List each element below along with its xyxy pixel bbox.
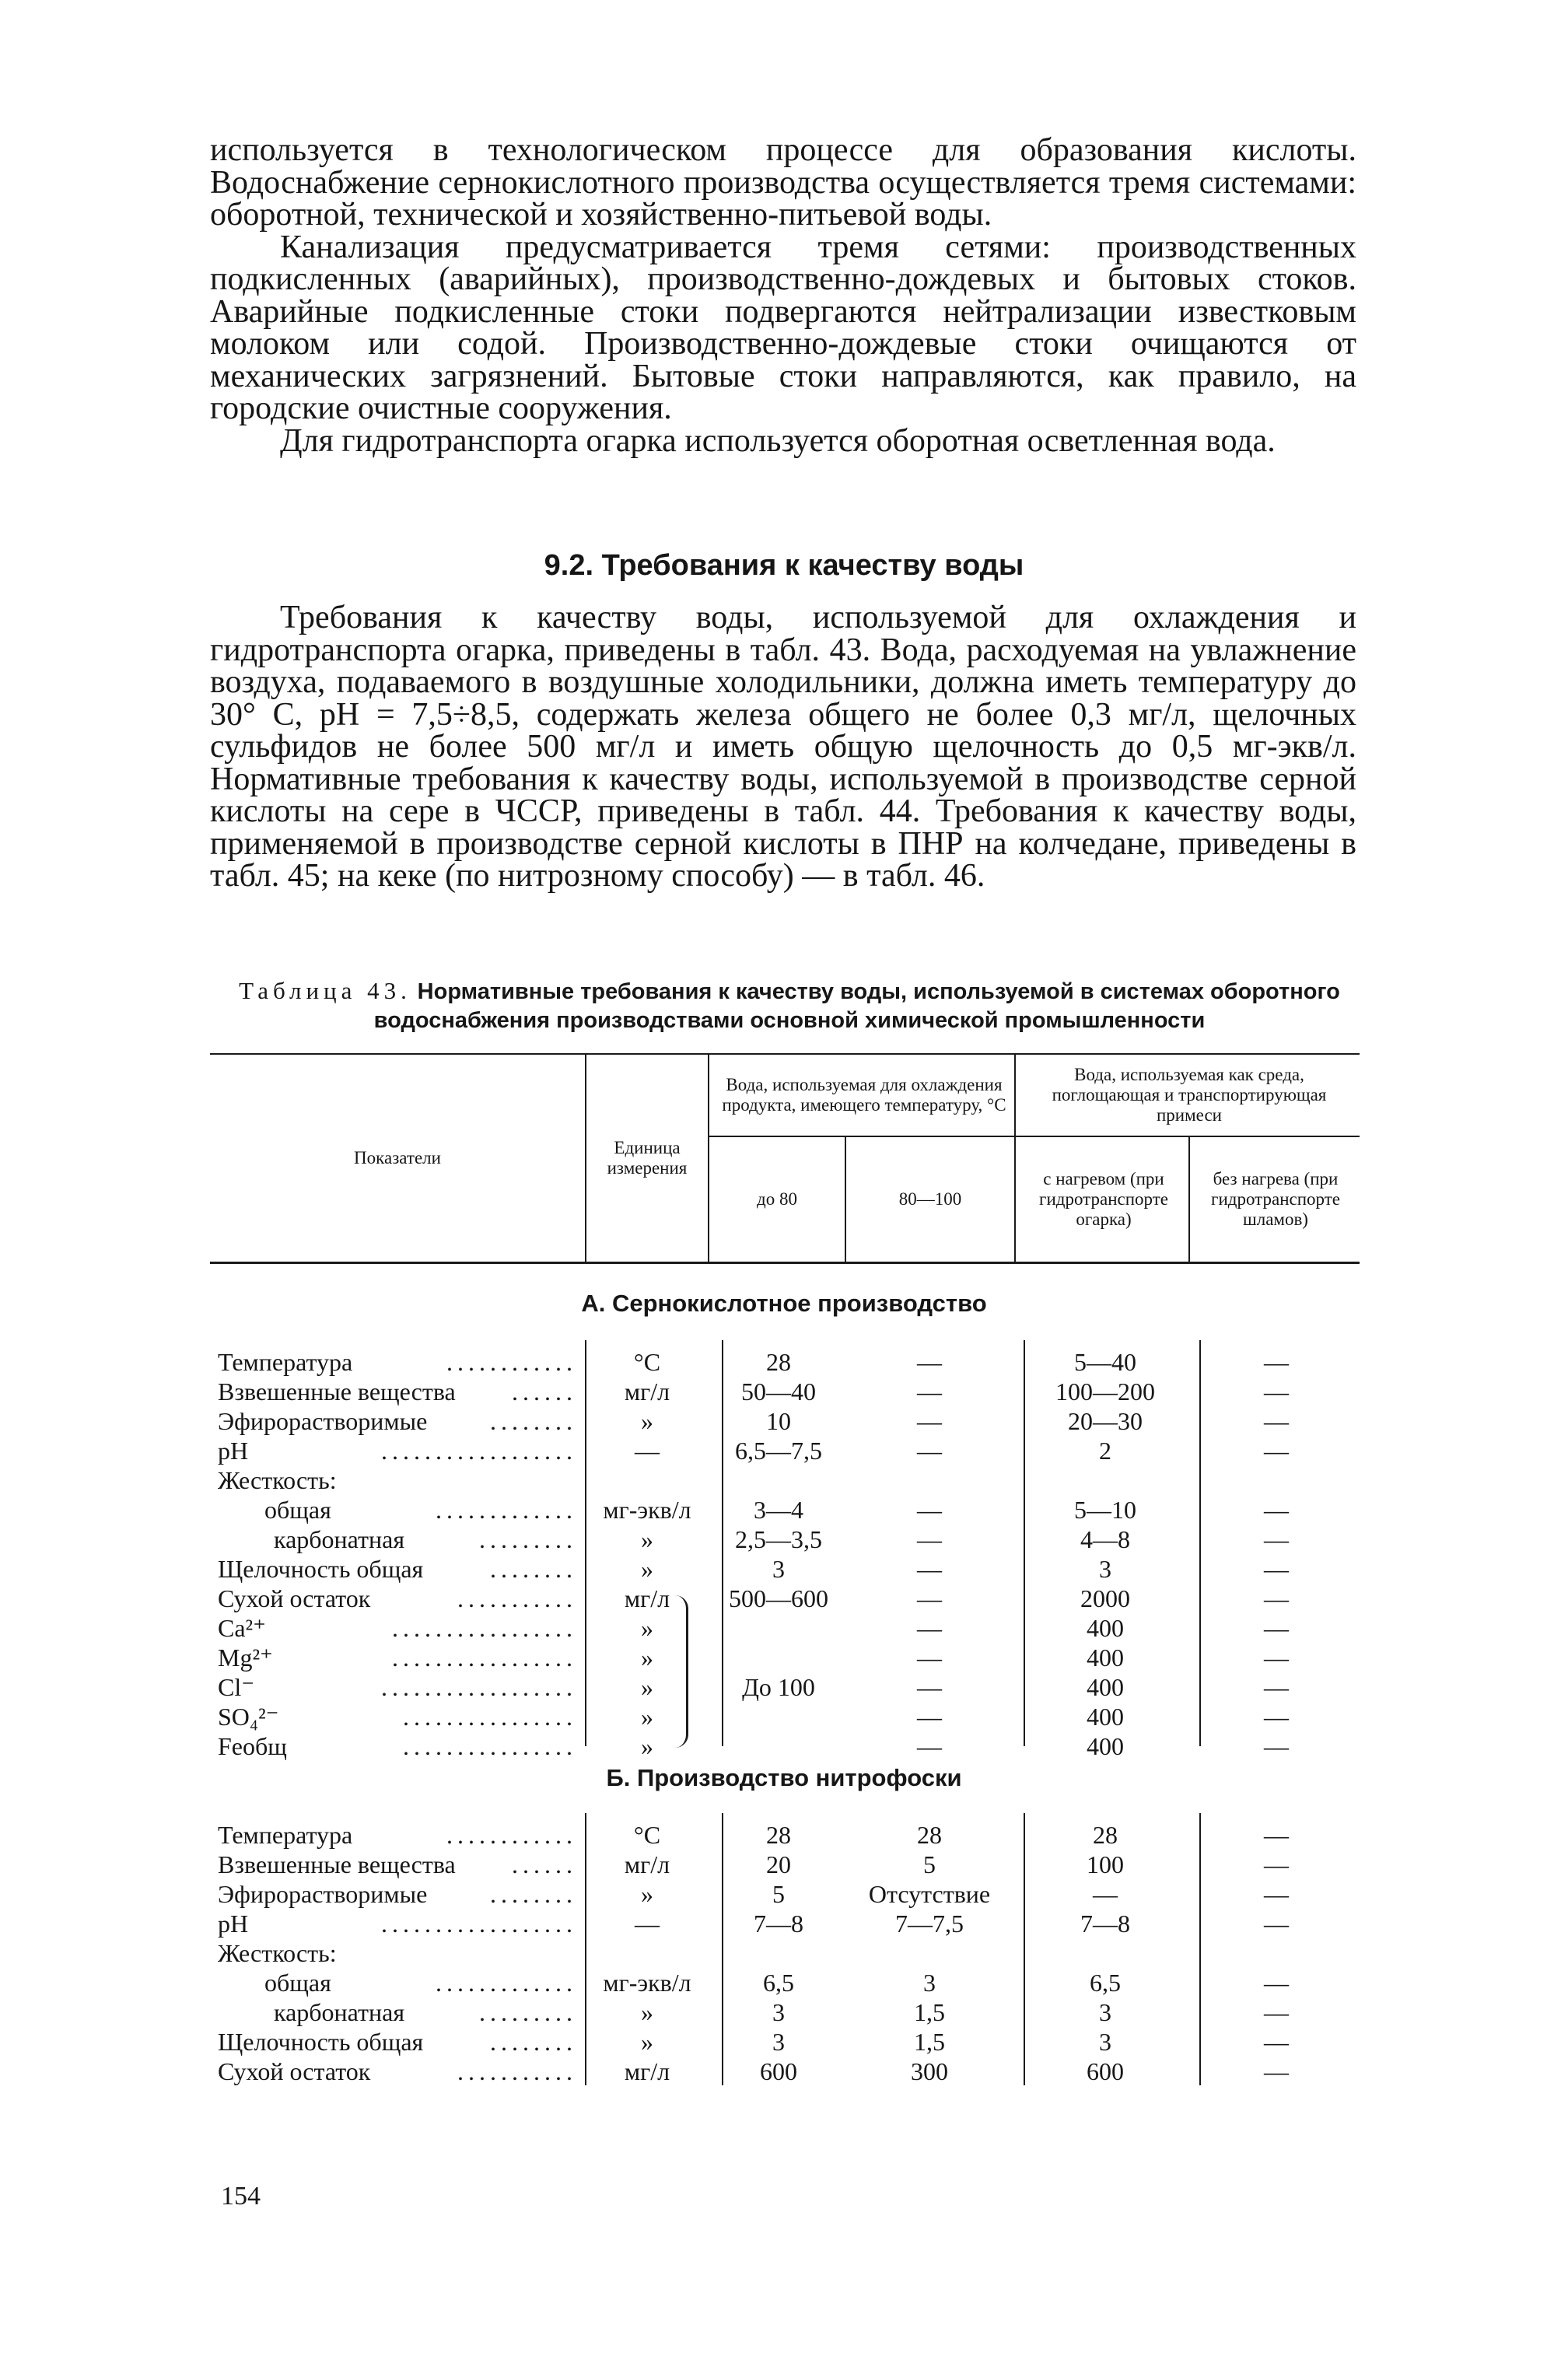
table-cell: 50—40 [741,1378,816,1406]
table-cell: — [1264,1555,1289,1583]
table-cell: 4—8 [1080,1525,1130,1553]
table-cell: — [1264,1348,1289,1376]
row-label: SO₄²⁻ [218,1703,279,1731]
header-cooling-group: Вода, используемая для охлаждения продукта, имеющего температуру, °С [722,1075,1006,1115]
table-cell: — [1264,1998,1289,2026]
table-cell: 6,5—7,5 [735,1437,822,1465]
row-label: Сухой остаток [218,1584,371,1612]
table-cell: — [1264,1910,1289,1938]
table-cell: 6,5 [1090,1969,1121,1997]
leader-dots: ................ [403,1703,577,1731]
table-cell: 2000 [1080,1584,1130,1612]
row-label: Жесткость: [218,1939,337,1967]
table-caption-label: Таблица 43. [239,977,411,1004]
row-label: Ca²⁺ [218,1614,267,1642]
table-cell: 1,5 [914,2028,945,2056]
table-cell: — [917,1378,942,1406]
table-cell: — [1264,2057,1289,2085]
column-rule [585,1340,586,1746]
row-label: Cl⁻ [218,1673,255,1701]
section-a-title: А. Сернокислотное производство [581,1290,987,1317]
table-cell: — [1264,1821,1289,1849]
table-cell: 3 [1099,2028,1111,2056]
table-cell: 600 [1087,2057,1124,2085]
leader-dots: ................ [403,1732,577,1760]
intro-text [210,132,1356,459]
table-cell: — [917,1496,942,1524]
table-cell: » [641,1525,653,1553]
row-label: общая [264,1969,331,1997]
table-cell: — [1264,1584,1289,1612]
table-cell: 100—200 [1055,1378,1155,1406]
table-cell: 28 [766,1348,791,1376]
row-label: Жесткость: [218,1466,337,1494]
header-medium-unheated: без нагрева (при гидротранспорте шламов) [1211,1169,1340,1229]
table-cell: » [641,1998,653,2026]
header-cooling-to80: до 80 [757,1189,797,1209]
table-cell: — [1264,1525,1289,1553]
table-cell: 7—8 [1080,1910,1130,1938]
table-cell: 5—40 [1074,1348,1136,1376]
table-cell: мг-экв/л [603,1496,691,1524]
table-cell: — [635,1910,660,1938]
table-cell: 7—8 [754,1910,803,1938]
table-cell: 400 [1087,1644,1124,1672]
table-cell: мг/л [624,1850,670,1878]
table-cell: — [917,1407,942,1435]
table-cell: — [917,1555,942,1583]
table-cell: — [635,1437,660,1465]
row-label: карбонатная [274,1525,405,1553]
table-cell: » [641,1407,653,1435]
table-cell: 3 [923,1969,936,1997]
table-cell: 3—4 [754,1496,803,1524]
table-cell: — [1264,1673,1289,1701]
table-cell: 28 [766,1821,791,1849]
header-unit: Единица измерения [607,1138,688,1178]
header-medium-group: Вода, используемая как среда, поглощающая и транспортирующая примеси [1052,1065,1327,1125]
leader-dots: ........ [490,1407,577,1435]
table-cell: 100 [1087,1850,1124,1878]
header-bottom-rule [210,1262,1360,1264]
table-caption-title: Нормативные требования к качеству воды, используемой в системах оборотного водоснабжения производствами основной химической промышленности [373,979,1340,1033]
table-cell: 1,5 [914,1998,945,2026]
table-cell: 400 [1087,1732,1124,1760]
table-cell: До 100 [742,1673,815,1701]
table-cell: 6,5 [763,1969,794,1997]
leader-dots: ......... [479,1525,577,1553]
column-rule [1199,1340,1201,1746]
leader-dots: ................. [392,1644,577,1672]
table-cell: » [641,1703,653,1731]
table-cell: — [1264,1850,1289,1878]
leader-dots: ................. [392,1614,577,1642]
row-label: Эфирорастворимые [218,1880,428,1908]
column-rule [1199,1813,1201,2085]
row-label: карбонатная [274,1998,405,2026]
table-cell: » [641,1644,653,1672]
leader-dots: ............ [446,1348,577,1376]
header-medium-heated: с нагревом (при гидротранспорте огарка) [1039,1169,1168,1229]
row-label: Feобщ [218,1732,287,1760]
section-b-title: Б. Производство нитрофоски [606,1764,962,1791]
group-brace [675,1595,688,1748]
row-label: Температура [218,1821,353,1849]
table-cell: 5 [923,1850,936,1878]
leader-dots: ...... [512,1378,577,1406]
table-cell: — [1264,1614,1289,1642]
table-cell: 20 [766,1850,791,1878]
column-rule [722,1813,723,2085]
table-cell: — [917,1732,942,1760]
table-cell: 10 [766,1407,791,1435]
table-cell: 400 [1087,1673,1124,1701]
table-cell: 3 [1099,1555,1111,1583]
column-rule [722,1340,723,1746]
table-cell: » [641,1880,653,1908]
table-cell: — [917,1348,942,1376]
table-cell: 5—10 [1074,1496,1136,1524]
table-cell: 28 [917,1821,942,1849]
table-cell: — [1093,1880,1118,1908]
row-label: Температура [218,1348,353,1376]
leader-dots: ........... [457,1584,577,1612]
table-cell: 7—7,5 [895,1910,964,1938]
table-cell: мг/л [624,1378,670,1406]
table-cell: — [917,1525,942,1553]
header-divider [1014,1053,1016,1262]
leader-dots: ........... [457,2057,577,2085]
row-label: Щелочность общая [218,2028,424,2056]
row-label: Эфирорастворимые [218,1407,428,1435]
leader-dots: ............. [436,1496,577,1524]
header-divider [1188,1136,1190,1262]
table-cell: — [1264,1496,1289,1524]
table-cell: 300 [911,2057,948,2085]
table-cell: °С [633,1821,661,1849]
leader-dots: .................. [381,1673,577,1701]
row-label: общая [264,1496,331,1524]
table-cell: 28 [1093,1821,1118,1849]
table-cell: — [917,1703,942,1731]
header-cooling-80-100: 80—100 [898,1189,962,1209]
leader-dots: .................. [381,1910,577,1938]
row-label: Щелочность общая [218,1555,424,1583]
table-cell: 400 [1087,1703,1124,1731]
table-cell: 2,5—3,5 [735,1525,822,1553]
paragraph-3: Для гидротранспорта огарка используется оборотная осветленная вода. [280,422,1276,459]
table-cell: 3 [772,2028,785,2056]
paragraph-1: используется в технологическом процессе для образования кислоты. Водоснабжение сернокислотного производства осуществляется тремя системами: оборотной, технической и хозяйственно-питьевой воды. [210,132,1356,233]
table-cell: 20—30 [1068,1407,1143,1435]
table-cell: — [1264,1437,1289,1465]
paragraph-4: Требования к качеству воды, используемой для охлаждения и гидротранспорта огарка, приведены в табл. 43. Вода, расходуемая на увлажнение воздуха, подаваемого в воздушные холодильники, должна иметь температуру до 30° С, pH = 7,5÷8,5, содержать железа общего не более 0,3 мг/л, щелочных сульфидов не более 500 мг/л и иметь общую щелочность до 0,5 мг-экв/л. Нормативные требования к качеству воды, используемой в производстве серной кислоты на сере в ЧССР, приведены в табл. 44. Требования к качеству воды, применяемой в производстве серной кислоты в ПНР на колчедане, приведены в табл. 45; на кеке (по нитрозному способу) — в табл. 46. [210,600,1356,894]
table-cell: 5 [772,1880,785,1908]
leader-dots: ...... [512,1850,577,1878]
row-label: Сухой остаток [218,2057,371,2085]
table-cell: 2 [1099,1437,1111,1465]
table-cell: — [917,1437,942,1465]
table-cell: — [917,1584,942,1612]
section-heading: 9.2. Требования к качеству воды [544,549,1024,582]
leader-dots: ......... [479,1998,577,2026]
table-cell: — [1264,2028,1289,2056]
table-cell: 3 [772,1998,785,2026]
column-rule [1024,1813,1025,2085]
table-cell: » [641,1555,653,1583]
table-cell: 3 [1099,1998,1111,2026]
row-label: pH [218,1437,249,1465]
paragraph-2: Канализация предусматривается тремя сетями: производственных подкисленных (аварийных), производственно-дождевых и бытовых стоков. Аварийные подкисленные стоки подвергаются нейтрализации известковым молоком или содой. Производственно-дождевые стоки очищаются от механических загрязнений. Бытовые стоки направляются, как правило, на городские очистные сооружения. [210,229,1356,426]
table-cell: 3 [772,1555,785,1583]
table-cell: 400 [1087,1614,1124,1642]
leader-dots: .................. [381,1437,577,1465]
page-number: 154 [221,2182,261,2211]
table-cell: — [1264,1969,1289,1997]
row-label: Взвешенные вещества [218,1378,456,1406]
table-cell: » [641,1614,653,1642]
table-cell: — [1264,1703,1289,1731]
leader-dots: ............. [436,1969,577,1997]
leader-dots: ........ [490,2028,577,2056]
table-cell: — [917,1673,942,1701]
table-caption [221,977,1358,1034]
table-cell: — [917,1644,942,1672]
table-cell: Отсутствие [868,1880,991,1908]
column-rule [1024,1340,1025,1746]
table-cell: » [641,1673,653,1701]
table-cell: 600 [760,2057,797,2085]
table-cell: — [1264,1407,1289,1435]
table-cell: °С [633,1348,661,1376]
table-cell: мг-экв/л [603,1969,691,1997]
table-cell: 500—600 [729,1584,828,1612]
requirements-text [210,602,1356,893]
table-cell: — [1264,1732,1289,1760]
leader-dots: ........ [490,1880,577,1908]
table-cell: » [641,1732,653,1760]
table-cell: — [1264,1644,1289,1672]
table-cell: мг/л [624,2057,670,2085]
row-label: pH [218,1910,249,1938]
table-cell: — [917,1614,942,1642]
table-cell: — [1264,1880,1289,1908]
column-rule [585,1813,586,2085]
table-cell: — [1264,1378,1289,1406]
table-cell: мг/л [624,1584,670,1612]
row-label: Взвешенные вещества [218,1850,456,1878]
row-label: Mg²⁺ [218,1644,273,1672]
header-indicator: Показатели [354,1148,441,1167]
table-cell: » [641,2028,653,2056]
leader-dots: ............ [446,1821,577,1849]
leader-dots: ........ [490,1555,577,1583]
